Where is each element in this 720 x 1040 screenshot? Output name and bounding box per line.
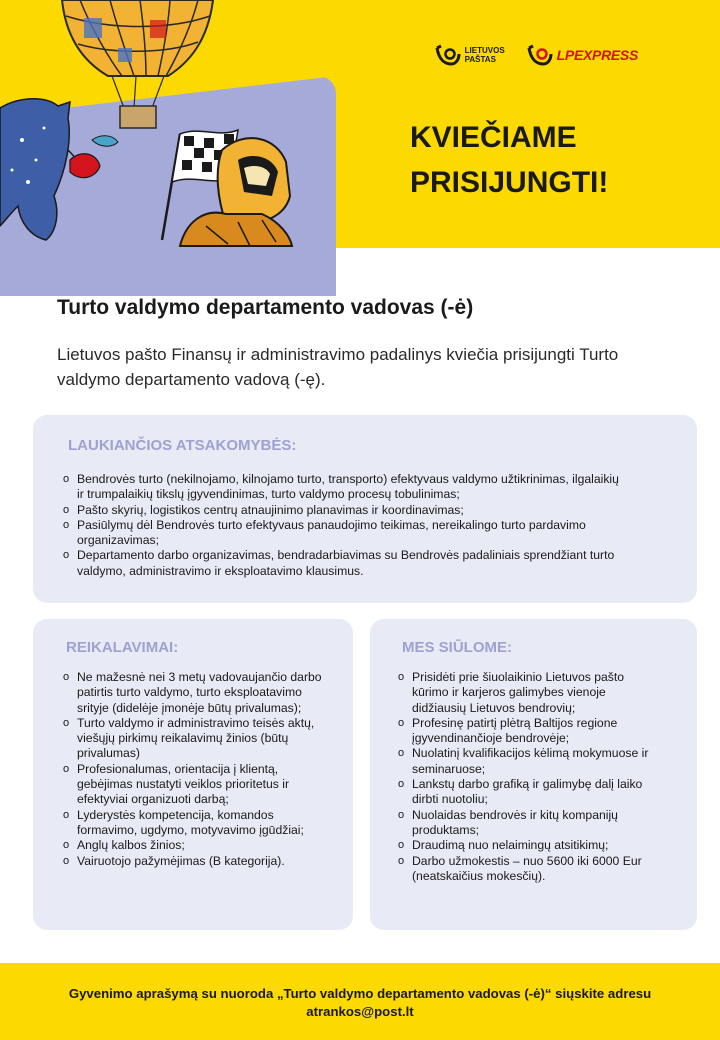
- headline: [410, 115, 608, 205]
- footer-line: Gyvenimo aprašymą su nuoroda „Turto valdymo departamento vadovas (-ė)“ siųskite adresu: [68, 986, 652, 1001]
- hot-air-balloon-illustration: [0, 0, 340, 270]
- list-item: o Anglų kalbos žinios;: [63, 838, 325, 853]
- list-item: o Departamento darbo organizavimas, bendradarbiavimas su Bendrovės padaliniais sprendžiant turto valdymo, administravimo ir eksploatavimo klausimus.: [63, 548, 623, 579]
- footer-instructions: [40, 985, 680, 1021]
- requirements-heading: REIKALAVIMAI:: [66, 639, 179, 656]
- headline-line: PRISIJUNGTI!: [410, 166, 609, 199]
- list-item: o Draudimą nuo nelaimingų atsitikimų;: [398, 838, 660, 853]
- lp-express-wordmark: LPEXPRESS: [556, 47, 638, 63]
- responsibilities-list: [63, 472, 623, 579]
- footer-band: [0, 963, 720, 1040]
- responsibilities-card: [33, 415, 697, 603]
- lietuvos-pastas-logo[interactable]: [435, 44, 505, 66]
- list-item: o Turto valdymo ir administravimo teisės aktų, viešųjų pirkimų reikalavimų žinios (būtų privalumas): [63, 716, 325, 762]
- job-title: Turto valdymo departamento vadovas (-ė): [57, 296, 474, 319]
- responsibilities-heading: LAUKIANČIOS ATSAKOMYBĖS:: [68, 437, 297, 454]
- list-item: o Prisidėti prie šiuolaikinio Lietuvos pašto kūrimo ir karjeros galimybes vienoje didžiausių Lietuvos bendrovių;: [398, 670, 660, 716]
- list-item: o Pasiūlymų dėl Bendrovės turto efektyvaus panaudojimo teikimas, nereikalingo turto pardavimo organizavimas;: [63, 518, 623, 549]
- list-item: o Vairuotojo pažymėjimas (B kategorija).: [63, 854, 325, 869]
- list-item: o Pašto skyrių, logistikos centrų atnaujinimo planavimas ir koordinavimas;: [63, 503, 623, 518]
- lp-express-horn-icon: [527, 44, 553, 66]
- list-item: o Bendrovės turto (nekilnojamo, kilnojamo turto, transporto) efektyvaus valdymo užtikrinimas, ilgalaikių ir trumpalaikių tikslų įgyvendinimas, turto valdymo procesų tobulinimas;: [63, 472, 623, 503]
- list-item: o Nuolaidas bendrovės ir kitų kompanijų produktams;: [398, 808, 660, 839]
- list-item: o Lankstų darbo grafiką ir galimybę dalį laiko dirbti nuotoliu;: [398, 777, 660, 808]
- lp-express-logo[interactable]: [527, 44, 638, 66]
- logo-line: PAŠTAS: [464, 55, 496, 64]
- lietuvos-pastas-wordmark: [465, 46, 505, 64]
- offer-card: [370, 619, 697, 930]
- list-item: o Profesinę patirtį plėtrą Baltijos regione įgyvendinančioje bendrovėje;: [398, 716, 660, 747]
- headline-line: KVIEČIAME: [410, 121, 577, 154]
- post-horn-icon: [435, 44, 461, 66]
- list-item: o Darbo užmokestis – nuo 5600 iki 6000 Eur (neatskaičius mokesčių).: [398, 854, 660, 885]
- requirements-card: [33, 619, 353, 930]
- email-link[interactable]: atrankos@post.lt: [306, 1004, 414, 1019]
- list-item: o Profesionalumas, orientacija į klientą, gebėjimas nustatyti veiklos prioritetus ir efektyviai organizuoti darbą;: [63, 762, 325, 808]
- offer-list: [398, 670, 660, 884]
- offer-heading: MES SIŪLOME:: [402, 639, 513, 656]
- list-item: o Nuolatinį kvalifikacijos kėlimą mokymuose ir seminaruose;: [398, 746, 660, 777]
- list-item: o Ne mažesnė nei 3 metų vadovaujančio darbo patirtis turto valdymo, turto eksploatavimo srityje (didelėje įmonėje būtų privalumas);: [63, 670, 325, 716]
- logo-line: LIETUVOS: [464, 46, 505, 55]
- list-item: o Lyderystės kompetencija, komandos formavimo, ugdymo, motyvavimo įgūdžiai;: [63, 808, 325, 839]
- requirements-list: [63, 670, 325, 869]
- brand-logos: [435, 44, 638, 66]
- job-intro: Lietuvos pašto Finansų ir administravimo padalinys kviečia prisijungti Turto valdymo departamento vadovą (-ę).: [57, 345, 619, 389]
